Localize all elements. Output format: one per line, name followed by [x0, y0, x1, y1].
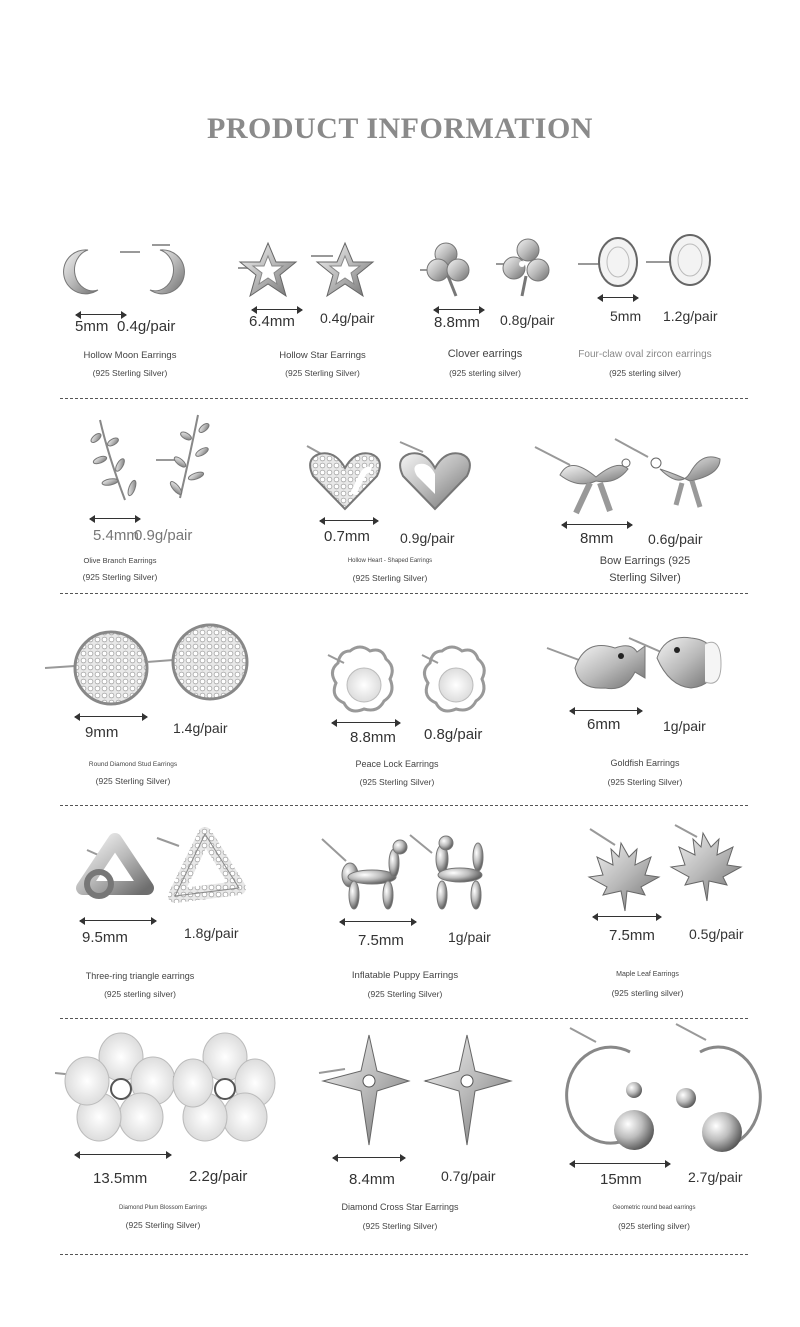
product-material: (925 Sterling Silver): [82, 572, 158, 582]
size-dimension-line: [75, 716, 147, 717]
product-material: (925 Sterling Silver): [607, 777, 683, 787]
product-card-oval-zircon: [570, 230, 720, 390]
product-size: 7.5mm: [609, 927, 655, 944]
size-dimension-line: [434, 309, 484, 310]
product-card-bow: [530, 435, 730, 590]
product-weight: 1.8g/pair: [184, 925, 239, 941]
product-name: Goldfish Earrings: [610, 758, 680, 768]
product-size: 5mm: [75, 318, 109, 335]
product-weight: 2.7g/pair: [688, 1169, 743, 1185]
product-name: Diamond Plum Blossom Earrings: [118, 1205, 208, 1211]
product-material: (925 Sterling Silver): [125, 1220, 201, 1230]
row-divider: [60, 593, 748, 594]
product-name: Geometric round bead earrings: [612, 1205, 696, 1211]
product-weight: 0.8g/pair: [424, 726, 483, 743]
product-material: (925 Sterling Silver): [92, 368, 168, 378]
product-material: (925 sterling silver): [611, 988, 684, 998]
product-card-peace-lock: [320, 643, 490, 793]
size-dimension-line: [333, 1157, 405, 1158]
product-name: Diamond Cross Star Earrings: [341, 1202, 459, 1212]
plum-blossom-earring-icon: [55, 1033, 275, 1143]
size-dimension-line: [252, 309, 302, 310]
size-dimension-line: [598, 297, 638, 298]
product-size: 6mm: [587, 716, 621, 733]
product-weight: 0.8g/pair: [500, 312, 555, 328]
product-material: (925 sterling silver): [449, 368, 521, 378]
product-weight: 0.4g/pair: [320, 310, 375, 326]
triangle-ring-earring-icon: [75, 828, 255, 918]
product-size: 15mm: [600, 1171, 642, 1188]
product-card-geometric-bead: [560, 1022, 760, 1232]
size-dimension-line: [593, 916, 661, 917]
product-size: 8.4mm: [349, 1171, 395, 1188]
product-size: 5mm: [610, 308, 642, 324]
product-name: Hollow Moon Earrings: [83, 350, 177, 361]
product-name: Four-claw oval zircon earrings: [578, 349, 712, 360]
product-material: (925 sterling silver): [618, 1221, 690, 1231]
product-weight: 0.9g/pair: [134, 527, 193, 544]
oval-zircon-earring-icon: [578, 232, 718, 292]
product-size: 9mm: [85, 724, 119, 741]
round-bead-hoop-earring-icon: [560, 1022, 760, 1162]
product-weight: 0.4g/pair: [117, 318, 176, 335]
product-card-moon: [50, 230, 210, 390]
star-earring-icon: [233, 238, 383, 308]
product-card-goldfish: [540, 628, 720, 788]
row-divider: [60, 1018, 748, 1019]
bow-earring-icon: [530, 435, 730, 520]
size-dimension-line: [570, 1163, 670, 1164]
product-material: (925 sterling silver): [609, 368, 681, 378]
product-name-line-2: Sterling Silver): [609, 572, 681, 584]
product-size: 9.5mm: [82, 929, 128, 946]
round-diamond-stud-icon: [45, 622, 250, 717]
product-name: Bow Earrings (925: [599, 555, 691, 567]
balloon-dog-earring-icon: [320, 833, 500, 918]
product-material: (925 Sterling Silver): [362, 1221, 438, 1231]
moon-earring-icon: [60, 240, 200, 300]
product-weight: 0.9g/pair: [400, 530, 455, 546]
product-name: Round Diamond Stud Earrings: [88, 761, 178, 768]
product-card-round-diamond: [45, 622, 245, 792]
product-name: Hollow Star Earrings: [279, 350, 366, 361]
product-card-hollow-heart: [300, 430, 480, 585]
goldfish-earring-icon: [545, 628, 725, 708]
product-weight: 1.4g/pair: [173, 720, 228, 736]
product-material: (925 sterling silver): [104, 989, 176, 999]
cross-star-earring-icon: [315, 1035, 515, 1155]
product-name: Inflatable Puppy Earrings: [351, 970, 459, 981]
product-material: (925 Sterling Silver): [285, 368, 360, 378]
product-card-clover: [410, 230, 560, 390]
page-title: PRODUCT INFORMATION: [207, 112, 593, 145]
size-dimension-line: [332, 722, 400, 723]
product-name: Three-ring triangle earrings: [85, 971, 195, 981]
size-dimension-line: [340, 921, 416, 922]
clover-earring-icon: [418, 234, 568, 304]
product-weight: 0.7g/pair: [441, 1168, 496, 1184]
product-size: 7.5mm: [358, 932, 404, 949]
product-card-cross-star: [315, 1035, 515, 1235]
product-material: (925 Sterling Silver): [352, 573, 428, 583]
maple-leaf-earring-icon: [575, 823, 750, 918]
product-card-three-ring-triangle: [70, 828, 260, 1003]
product-size: 8.8mm: [434, 314, 480, 331]
product-name: Clover earrings: [447, 348, 523, 360]
product-material: (925 Sterling Silver): [95, 776, 171, 786]
product-card-olive-branch: [60, 410, 230, 585]
product-name: Olive Branch Earrings: [83, 556, 157, 565]
product-size: 13.5mm: [93, 1170, 148, 1187]
product-size: 0.7mm: [324, 528, 370, 545]
product-name: Hollow Heart - Shaped Earrings: [347, 558, 433, 564]
product-weight: 1g/pair: [663, 718, 706, 734]
size-dimension-line: [570, 710, 642, 711]
product-weight: 2.2g/pair: [189, 1168, 248, 1185]
heart-earring-icon: [305, 434, 480, 514]
product-weight: 1.2g/pair: [663, 308, 718, 324]
product-size: 8mm: [580, 530, 614, 547]
row-divider: [60, 398, 748, 399]
product-weight: 0.5g/pair: [689, 926, 744, 942]
product-material: (925 Sterling Silver): [367, 989, 443, 999]
product-size: 6.4mm: [249, 313, 295, 330]
size-dimension-line: [76, 314, 126, 315]
product-card-plum-blossom: [55, 1033, 275, 1233]
product-size: 8.8mm: [350, 729, 396, 746]
product-weight: 1g/pair: [448, 929, 491, 945]
product-name: Maple Leaf Earrings: [616, 971, 679, 978]
row-divider: [60, 1254, 748, 1255]
peace-lock-earring-icon: [320, 643, 490, 723]
row-divider: [60, 805, 748, 806]
size-dimension-line: [80, 920, 156, 921]
product-card-maple-leaf: [575, 823, 750, 998]
product-card-star: [225, 230, 420, 390]
product-card-inflatable-puppy: [320, 833, 500, 1003]
product-size: 5.4mm: [93, 527, 139, 544]
size-dimension-line: [90, 518, 140, 519]
size-dimension-line: [75, 1154, 171, 1155]
product-weight: 0.6g/pair: [648, 531, 703, 547]
product-material: (925 Sterling Silver): [359, 777, 435, 787]
size-dimension-line: [562, 524, 632, 525]
olive-branch-earring-icon: [80, 410, 220, 505]
size-dimension-line: [320, 520, 378, 521]
product-name: Peace Lock Earrings: [355, 759, 439, 769]
